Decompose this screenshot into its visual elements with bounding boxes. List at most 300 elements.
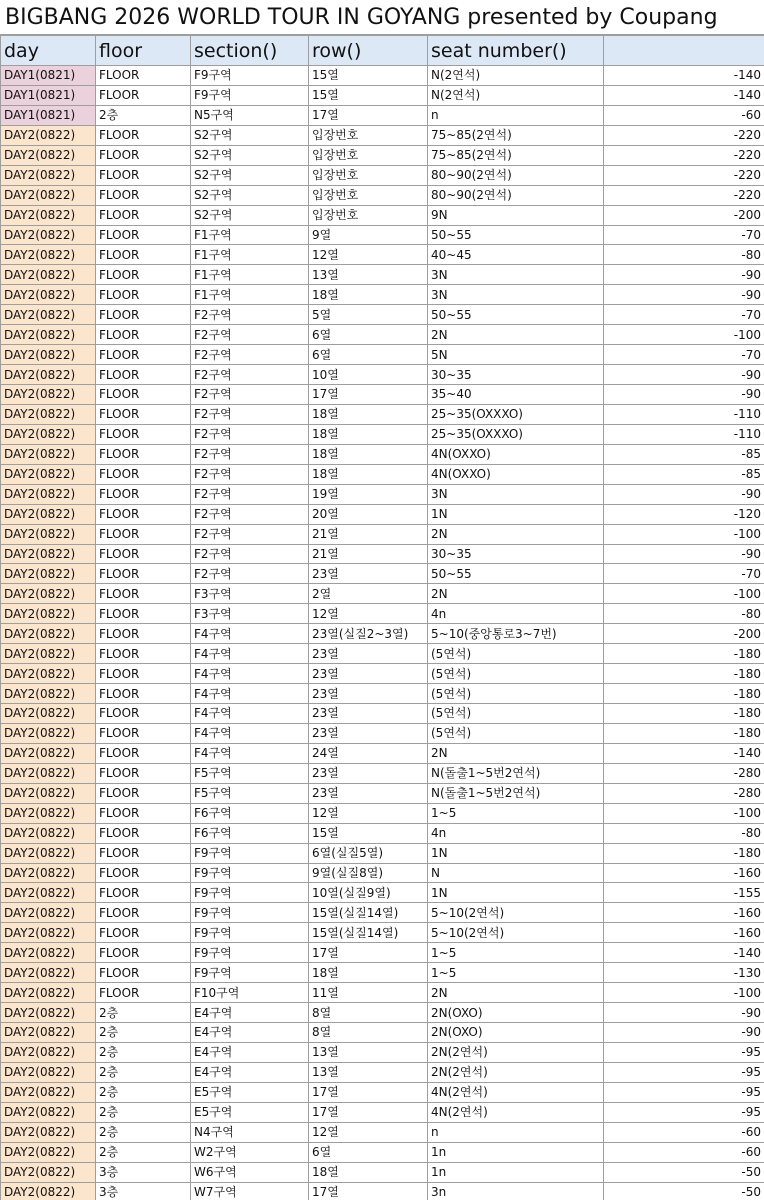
cell-seat-number[interactable]: 4N(OXXO) — [428, 464, 604, 484]
cell-section[interactable]: F3구역 — [191, 604, 309, 624]
cell-floor[interactable]: 2층 — [96, 1062, 191, 1082]
cell-section[interactable]: S2구역 — [191, 205, 309, 225]
cell-section[interactable]: S2구역 — [191, 125, 309, 145]
cell-floor[interactable]: FLOOR — [96, 285, 191, 305]
cell-floor[interactable]: 2층 — [96, 1003, 191, 1023]
cell-day[interactable]: DAY2(0822) — [1, 125, 96, 145]
cell-day[interactable]: DAY2(0822) — [1, 385, 96, 405]
cell-seat-number[interactable]: 1N — [428, 883, 604, 903]
cell-seat-number[interactable]: 75~85(2연석) — [428, 125, 604, 145]
cell-section[interactable]: F4구역 — [191, 664, 309, 684]
cell-row[interactable]: 18열 — [309, 464, 428, 484]
cell-section[interactable]: F2구역 — [191, 544, 309, 564]
cell-day[interactable]: DAY2(0822) — [1, 1122, 96, 1142]
cell-row[interactable]: 11열 — [309, 983, 428, 1003]
cell-price[interactable]: -220 — [604, 125, 764, 145]
cell-row[interactable]: 18열 — [309, 424, 428, 444]
cell-row[interactable]: 15열(실질14열) — [309, 903, 428, 923]
cell-day[interactable]: DAY2(0822) — [1, 305, 96, 325]
cell-floor[interactable]: FLOOR — [96, 325, 191, 345]
cell-section[interactable]: F5구역 — [191, 783, 309, 803]
cell-day[interactable]: DAY2(0822) — [1, 963, 96, 983]
header-floor[interactable]: floor — [96, 36, 191, 66]
cell-seat-number[interactable]: 1~5 — [428, 943, 604, 963]
cell-row[interactable]: 8열 — [309, 1023, 428, 1043]
cell-price[interactable]: -180 — [604, 644, 764, 664]
cell-floor[interactable]: FLOOR — [96, 245, 191, 265]
cell-section[interactable]: F4구역 — [191, 723, 309, 743]
cell-floor[interactable]: FLOOR — [96, 305, 191, 325]
cell-row[interactable]: 23열 — [309, 783, 428, 803]
cell-section[interactable]: F3구역 — [191, 584, 309, 604]
cell-price[interactable]: -220 — [604, 185, 764, 205]
cell-price[interactable]: -100 — [604, 584, 764, 604]
header-price[interactable] — [604, 36, 764, 66]
cell-seat-number[interactable]: 50~55 — [428, 305, 604, 325]
cell-price[interactable]: -110 — [604, 424, 764, 444]
cell-price[interactable]: -80 — [604, 823, 764, 843]
cell-price[interactable]: -100 — [604, 803, 764, 823]
cell-section[interactable]: F9구역 — [191, 923, 309, 943]
cell-floor[interactable]: FLOOR — [96, 345, 191, 365]
cell-price[interactable]: -70 — [604, 345, 764, 365]
cell-row[interactable]: 23열 — [309, 723, 428, 743]
cell-section[interactable]: F6구역 — [191, 823, 309, 843]
cell-day[interactable]: DAY2(0822) — [1, 1042, 96, 1062]
cell-price[interactable]: -70 — [604, 564, 764, 584]
cell-price[interactable]: -180 — [604, 684, 764, 704]
cell-seat-number[interactable]: 2N(OXO) — [428, 1023, 604, 1043]
cell-price[interactable]: -90 — [604, 285, 764, 305]
cell-seat-number[interactable]: (5연석) — [428, 723, 604, 743]
cell-price[interactable]: -160 — [604, 863, 764, 883]
cell-price[interactable]: -80 — [604, 245, 764, 265]
cell-day[interactable]: DAY2(0822) — [1, 404, 96, 424]
cell-row[interactable]: 24열 — [309, 743, 428, 763]
cell-day[interactable]: DAY2(0822) — [1, 524, 96, 544]
cell-section[interactable]: F1구역 — [191, 285, 309, 305]
cell-day[interactable]: DAY2(0822) — [1, 544, 96, 564]
cell-day[interactable]: DAY2(0822) — [1, 504, 96, 524]
cell-section[interactable]: E4구역 — [191, 1003, 309, 1023]
cell-floor[interactable]: FLOOR — [96, 943, 191, 963]
cell-floor[interactable]: 3층 — [96, 1162, 191, 1182]
cell-price[interactable]: -155 — [604, 883, 764, 903]
cell-price[interactable]: -180 — [604, 843, 764, 863]
cell-section[interactable]: F2구역 — [191, 444, 309, 464]
cell-floor[interactable]: 2층 — [96, 1122, 191, 1142]
cell-price[interactable]: -180 — [604, 704, 764, 724]
cell-price[interactable]: -140 — [604, 943, 764, 963]
cell-price[interactable]: -50 — [604, 1182, 764, 1200]
cell-row[interactable]: 2열 — [309, 584, 428, 604]
cell-floor[interactable]: FLOOR — [96, 723, 191, 743]
cell-row[interactable]: 20열 — [309, 504, 428, 524]
cell-row[interactable]: 17열 — [309, 1182, 428, 1200]
cell-row[interactable]: 6열 — [309, 1142, 428, 1162]
cell-price[interactable]: -90 — [604, 1023, 764, 1043]
cell-day[interactable]: DAY2(0822) — [1, 743, 96, 763]
cell-floor[interactable]: FLOOR — [96, 165, 191, 185]
cell-floor[interactable]: FLOOR — [96, 185, 191, 205]
cell-floor[interactable]: FLOOR — [96, 365, 191, 385]
cell-floor[interactable]: FLOOR — [96, 684, 191, 704]
cell-section[interactable]: F4구역 — [191, 684, 309, 704]
cell-floor[interactable]: FLOOR — [96, 484, 191, 504]
cell-row[interactable]: 17열 — [309, 1082, 428, 1102]
cell-row[interactable]: 17열 — [309, 385, 428, 405]
cell-section[interactable]: F5구역 — [191, 763, 309, 783]
cell-day[interactable]: DAY2(0822) — [1, 763, 96, 783]
cell-row[interactable]: 입장번호 — [309, 125, 428, 145]
cell-day[interactable]: DAY2(0822) — [1, 145, 96, 165]
cell-day[interactable]: DAY2(0822) — [1, 245, 96, 265]
header-row[interactable]: row() — [309, 36, 428, 66]
cell-row[interactable]: 18열 — [309, 404, 428, 424]
cell-row[interactable]: 6열(실질5열) — [309, 843, 428, 863]
cell-day[interactable]: DAY2(0822) — [1, 664, 96, 684]
cell-seat-number[interactable]: 25~35(OXXXO) — [428, 404, 604, 424]
cell-price[interactable]: -60 — [604, 1142, 764, 1162]
cell-row[interactable]: 13열 — [309, 1042, 428, 1062]
cell-price[interactable]: -220 — [604, 145, 764, 165]
cell-row[interactable]: 입장번호 — [309, 205, 428, 225]
cell-seat-number[interactable]: 4n — [428, 604, 604, 624]
cell-day[interactable]: DAY2(0822) — [1, 584, 96, 604]
cell-row[interactable]: 23열 — [309, 644, 428, 664]
cell-day[interactable]: DAY2(0822) — [1, 983, 96, 1003]
cell-floor[interactable]: FLOOR — [96, 903, 191, 923]
cell-seat-number[interactable]: 25~35(OXXXO) — [428, 424, 604, 444]
cell-seat-number[interactable]: 30~35 — [428, 365, 604, 385]
cell-price[interactable]: -140 — [604, 85, 764, 105]
cell-floor[interactable]: FLOOR — [96, 424, 191, 444]
cell-day[interactable]: DAY2(0822) — [1, 1142, 96, 1162]
cell-price[interactable]: -85 — [604, 464, 764, 484]
cell-seat-number[interactable]: 2N — [428, 743, 604, 763]
cell-day[interactable]: DAY2(0822) — [1, 624, 96, 644]
cell-row[interactable]: 23열 — [309, 763, 428, 783]
cell-section[interactable]: N4구역 — [191, 1122, 309, 1142]
cell-floor[interactable]: FLOOR — [96, 823, 191, 843]
cell-row[interactable]: 6열 — [309, 345, 428, 365]
cell-price[interactable]: -60 — [604, 1122, 764, 1142]
cell-floor[interactable]: FLOOR — [96, 385, 191, 405]
cell-seat-number[interactable]: 3N — [428, 484, 604, 504]
cell-section[interactable]: F9구역 — [191, 963, 309, 983]
cell-section[interactable]: F4구역 — [191, 704, 309, 724]
cell-section[interactable]: W7구역 — [191, 1182, 309, 1200]
cell-day[interactable]: DAY2(0822) — [1, 424, 96, 444]
cell-day[interactable]: DAY2(0822) — [1, 843, 96, 863]
cell-row[interactable]: 입장번호 — [309, 165, 428, 185]
cell-floor[interactable]: FLOOR — [96, 923, 191, 943]
cell-seat-number[interactable]: 50~55 — [428, 564, 604, 584]
cell-section[interactable]: E5구역 — [191, 1102, 309, 1122]
cell-floor[interactable]: 3층 — [96, 1182, 191, 1200]
cell-section[interactable]: E5구역 — [191, 1082, 309, 1102]
cell-section[interactable]: E4구역 — [191, 1023, 309, 1043]
cell-section[interactable]: F2구역 — [191, 484, 309, 504]
cell-seat-number[interactable]: 1n — [428, 1142, 604, 1162]
cell-price[interactable]: -200 — [604, 205, 764, 225]
cell-row[interactable]: 23열(실질2~3열) — [309, 624, 428, 644]
cell-section[interactable]: F10구역 — [191, 983, 309, 1003]
cell-section[interactable]: F2구역 — [191, 524, 309, 544]
cell-section[interactable]: S2구역 — [191, 145, 309, 165]
cell-price[interactable]: -95 — [604, 1042, 764, 1062]
cell-section[interactable]: F2구역 — [191, 345, 309, 365]
cell-day[interactable]: DAY2(0822) — [1, 704, 96, 724]
cell-section[interactable]: F9구역 — [191, 943, 309, 963]
cell-day[interactable]: DAY2(0822) — [1, 863, 96, 883]
cell-seat-number[interactable]: 3N — [428, 285, 604, 305]
cell-section[interactable]: S2구역 — [191, 185, 309, 205]
header-day[interactable]: day — [1, 36, 96, 66]
cell-floor[interactable]: FLOOR — [96, 644, 191, 664]
cell-row[interactable]: 5열 — [309, 305, 428, 325]
cell-price[interactable]: -180 — [604, 664, 764, 684]
cell-seat-number[interactable]: n — [428, 1122, 604, 1142]
cell-row[interactable]: 18열 — [309, 1162, 428, 1182]
cell-section[interactable]: F2구역 — [191, 404, 309, 424]
cell-row[interactable]: 21열 — [309, 544, 428, 564]
cell-day[interactable]: DAY2(0822) — [1, 325, 96, 345]
cell-day[interactable]: DAY2(0822) — [1, 484, 96, 504]
cell-price[interactable]: -130 — [604, 963, 764, 983]
cell-row[interactable]: 15열 — [309, 66, 428, 86]
sheet-title[interactable]: BIGBANG 2026 WORLD TOUR IN GOYANG presented by Coupang — [0, 0, 764, 35]
cell-floor[interactable]: 2층 — [96, 1023, 191, 1043]
cell-row[interactable]: 입장번호 — [309, 185, 428, 205]
cell-seat-number[interactable]: 5~10(중앙통로3~7번) — [428, 624, 604, 644]
cell-section[interactable]: F2구역 — [191, 464, 309, 484]
cell-floor[interactable]: FLOOR — [96, 624, 191, 644]
cell-price[interactable]: -90 — [604, 385, 764, 405]
cell-seat-number[interactable]: 80~90(2연석) — [428, 165, 604, 185]
cell-floor[interactable]: FLOOR — [96, 763, 191, 783]
cell-section[interactable]: E4구역 — [191, 1062, 309, 1082]
cell-price[interactable]: -90 — [604, 544, 764, 564]
cell-row[interactable]: 15열(실질14열) — [309, 923, 428, 943]
cell-price[interactable]: -95 — [604, 1082, 764, 1102]
cell-section[interactable]: W2구역 — [191, 1142, 309, 1162]
cell-seat-number[interactable]: (5연석) — [428, 644, 604, 664]
cell-seat-number[interactable]: 40~45 — [428, 245, 604, 265]
cell-day[interactable]: DAY2(0822) — [1, 923, 96, 943]
cell-seat-number[interactable]: 4n — [428, 823, 604, 843]
cell-floor[interactable]: FLOOR — [96, 544, 191, 564]
cell-seat-number[interactable]: N(2연석) — [428, 85, 604, 105]
cell-day[interactable]: DAY1(0821) — [1, 85, 96, 105]
cell-seat-number[interactable]: 1N — [428, 504, 604, 524]
cell-seat-number[interactable]: 1N — [428, 843, 604, 863]
cell-seat-number[interactable]: 3N — [428, 265, 604, 285]
cell-day[interactable]: DAY2(0822) — [1, 205, 96, 225]
cell-day[interactable]: DAY2(0822) — [1, 1102, 96, 1122]
cell-row[interactable]: 12열 — [309, 803, 428, 823]
cell-section[interactable]: F2구역 — [191, 385, 309, 405]
cell-row[interactable]: 17열 — [309, 105, 428, 125]
cell-day[interactable]: DAY2(0822) — [1, 464, 96, 484]
cell-seat-number[interactable]: (5연석) — [428, 704, 604, 724]
cell-row[interactable]: 12열 — [309, 604, 428, 624]
cell-seat-number[interactable]: 5~10(2연석) — [428, 923, 604, 943]
cell-section[interactable]: F4구역 — [191, 743, 309, 763]
cell-row[interactable]: 18열 — [309, 444, 428, 464]
cell-row[interactable]: 입장번호 — [309, 145, 428, 165]
cell-price[interactable]: -90 — [604, 365, 764, 385]
cell-day[interactable]: DAY2(0822) — [1, 1162, 96, 1182]
cell-floor[interactable]: FLOOR — [96, 524, 191, 544]
cell-seat-number[interactable]: 2N(2연석) — [428, 1042, 604, 1062]
cell-day[interactable]: DAY2(0822) — [1, 444, 96, 464]
cell-floor[interactable]: FLOOR — [96, 564, 191, 584]
cell-price[interactable]: -140 — [604, 66, 764, 86]
cell-seat-number[interactable]: 5~10(2연석) — [428, 903, 604, 923]
cell-price[interactable]: -100 — [604, 983, 764, 1003]
cell-seat-number[interactable]: (5연석) — [428, 664, 604, 684]
cell-price[interactable]: -95 — [604, 1062, 764, 1082]
cell-section[interactable]: F9구역 — [191, 66, 309, 86]
cell-day[interactable]: DAY2(0822) — [1, 1003, 96, 1023]
cell-price[interactable]: -70 — [604, 225, 764, 245]
cell-section[interactable]: F2구역 — [191, 504, 309, 524]
cell-seat-number[interactable]: 2N — [428, 325, 604, 345]
cell-row[interactable]: 9열 — [309, 225, 428, 245]
cell-floor[interactable]: FLOOR — [96, 883, 191, 903]
cell-section[interactable]: S2구역 — [191, 165, 309, 185]
cell-section[interactable]: F2구역 — [191, 365, 309, 385]
cell-day[interactable]: DAY1(0821) — [1, 66, 96, 86]
cell-row[interactable]: 13열 — [309, 1062, 428, 1082]
cell-seat-number[interactable]: 2N(2연석) — [428, 1062, 604, 1082]
cell-day[interactable]: DAY2(0822) — [1, 723, 96, 743]
cell-floor[interactable]: FLOOR — [96, 444, 191, 464]
cell-floor[interactable]: FLOOR — [96, 66, 191, 86]
cell-day[interactable]: DAY2(0822) — [1, 783, 96, 803]
cell-section[interactable]: F4구역 — [191, 624, 309, 644]
cell-seat-number[interactable]: 4N(OXXO) — [428, 444, 604, 464]
cell-price[interactable]: -280 — [604, 783, 764, 803]
cell-price[interactable]: -110 — [604, 404, 764, 424]
cell-row[interactable]: 10열 — [309, 365, 428, 385]
cell-floor[interactable]: FLOOR — [96, 225, 191, 245]
cell-section[interactable]: F9구역 — [191, 85, 309, 105]
cell-row[interactable]: 15열 — [309, 823, 428, 843]
cell-seat-number[interactable]: (5연석) — [428, 684, 604, 704]
cell-floor[interactable]: FLOOR — [96, 783, 191, 803]
cell-price[interactable]: -100 — [604, 524, 764, 544]
cell-day[interactable]: DAY2(0822) — [1, 185, 96, 205]
cell-row[interactable]: 12열 — [309, 245, 428, 265]
cell-seat-number[interactable]: 75~85(2연석) — [428, 145, 604, 165]
cell-seat-number[interactable]: N(2연석) — [428, 66, 604, 86]
cell-day[interactable]: DAY2(0822) — [1, 285, 96, 305]
cell-floor[interactable]: FLOOR — [96, 604, 191, 624]
cell-section[interactable]: F9구역 — [191, 903, 309, 923]
cell-seat-number[interactable]: 2N — [428, 524, 604, 544]
cell-row[interactable]: 6열 — [309, 325, 428, 345]
cell-seat-number[interactable]: 5N — [428, 345, 604, 365]
cell-row[interactable]: 23열 — [309, 684, 428, 704]
cell-seat-number[interactable]: 9N — [428, 205, 604, 225]
cell-price[interactable]: -80 — [604, 604, 764, 624]
cell-floor[interactable]: FLOOR — [96, 863, 191, 883]
cell-day[interactable]: DAY2(0822) — [1, 365, 96, 385]
cell-row[interactable]: 23열 — [309, 704, 428, 724]
cell-section[interactable]: F9구역 — [191, 843, 309, 863]
cell-floor[interactable]: FLOOR — [96, 404, 191, 424]
cell-seat-number[interactable]: n — [428, 105, 604, 125]
cell-day[interactable]: DAY2(0822) — [1, 903, 96, 923]
cell-seat-number[interactable]: 35~40 — [428, 385, 604, 405]
cell-section[interactable]: F1구역 — [191, 225, 309, 245]
cell-seat-number[interactable]: 1~5 — [428, 803, 604, 823]
cell-floor[interactable]: FLOOR — [96, 664, 191, 684]
cell-seat-number[interactable]: 2N(OXO) — [428, 1003, 604, 1023]
cell-row[interactable]: 21열 — [309, 524, 428, 544]
cell-section[interactable]: F9구역 — [191, 883, 309, 903]
cell-row[interactable]: 8열 — [309, 1003, 428, 1023]
cell-row[interactable]: 23열 — [309, 664, 428, 684]
cell-price[interactable]: -180 — [604, 723, 764, 743]
cell-day[interactable]: DAY2(0822) — [1, 684, 96, 704]
cell-price[interactable]: -90 — [604, 484, 764, 504]
cell-section[interactable]: F6구역 — [191, 803, 309, 823]
cell-day[interactable]: DAY2(0822) — [1, 644, 96, 664]
cell-seat-number[interactable]: N(돌출1~5번2연석) — [428, 783, 604, 803]
cell-price[interactable]: -200 — [604, 624, 764, 644]
cell-floor[interactable]: FLOOR — [96, 265, 191, 285]
cell-day[interactable]: DAY2(0822) — [1, 1182, 96, 1200]
cell-price[interactable]: -220 — [604, 165, 764, 185]
cell-price[interactable]: -70 — [604, 305, 764, 325]
cell-day[interactable]: DAY2(0822) — [1, 1082, 96, 1102]
cell-floor[interactable]: FLOOR — [96, 963, 191, 983]
cell-floor[interactable]: FLOOR — [96, 145, 191, 165]
cell-floor[interactable]: 2층 — [96, 1142, 191, 1162]
cell-floor[interactable]: FLOOR — [96, 464, 191, 484]
cell-floor[interactable]: 2층 — [96, 105, 191, 125]
cell-floor[interactable]: FLOOR — [96, 205, 191, 225]
cell-price[interactable]: -120 — [604, 504, 764, 524]
cell-seat-number[interactable]: N — [428, 863, 604, 883]
cell-price[interactable]: -90 — [604, 265, 764, 285]
cell-section[interactable]: F2구역 — [191, 305, 309, 325]
header-seat-number[interactable]: seat number() — [428, 36, 604, 66]
cell-day[interactable]: DAY2(0822) — [1, 943, 96, 963]
cell-section[interactable]: E4구역 — [191, 1042, 309, 1062]
cell-floor[interactable]: 2층 — [96, 1082, 191, 1102]
cell-day[interactable]: DAY2(0822) — [1, 265, 96, 285]
cell-seat-number[interactable]: 1n — [428, 1162, 604, 1182]
cell-floor[interactable]: FLOOR — [96, 983, 191, 1003]
cell-section[interactable]: F2구역 — [191, 424, 309, 444]
cell-day[interactable]: DAY2(0822) — [1, 604, 96, 624]
cell-day[interactable]: DAY1(0821) — [1, 105, 96, 125]
cell-day[interactable]: DAY2(0822) — [1, 1062, 96, 1082]
cell-price[interactable]: -160 — [604, 923, 764, 943]
cell-day[interactable]: DAY2(0822) — [1, 803, 96, 823]
cell-price[interactable]: -100 — [604, 325, 764, 345]
cell-price[interactable]: -160 — [604, 903, 764, 923]
cell-seat-number[interactable]: 2N — [428, 983, 604, 1003]
cell-section[interactable]: W6구역 — [191, 1162, 309, 1182]
cell-floor[interactable]: FLOOR — [96, 125, 191, 145]
cell-row[interactable]: 18열 — [309, 963, 428, 983]
cell-row[interactable]: 19열 — [309, 484, 428, 504]
